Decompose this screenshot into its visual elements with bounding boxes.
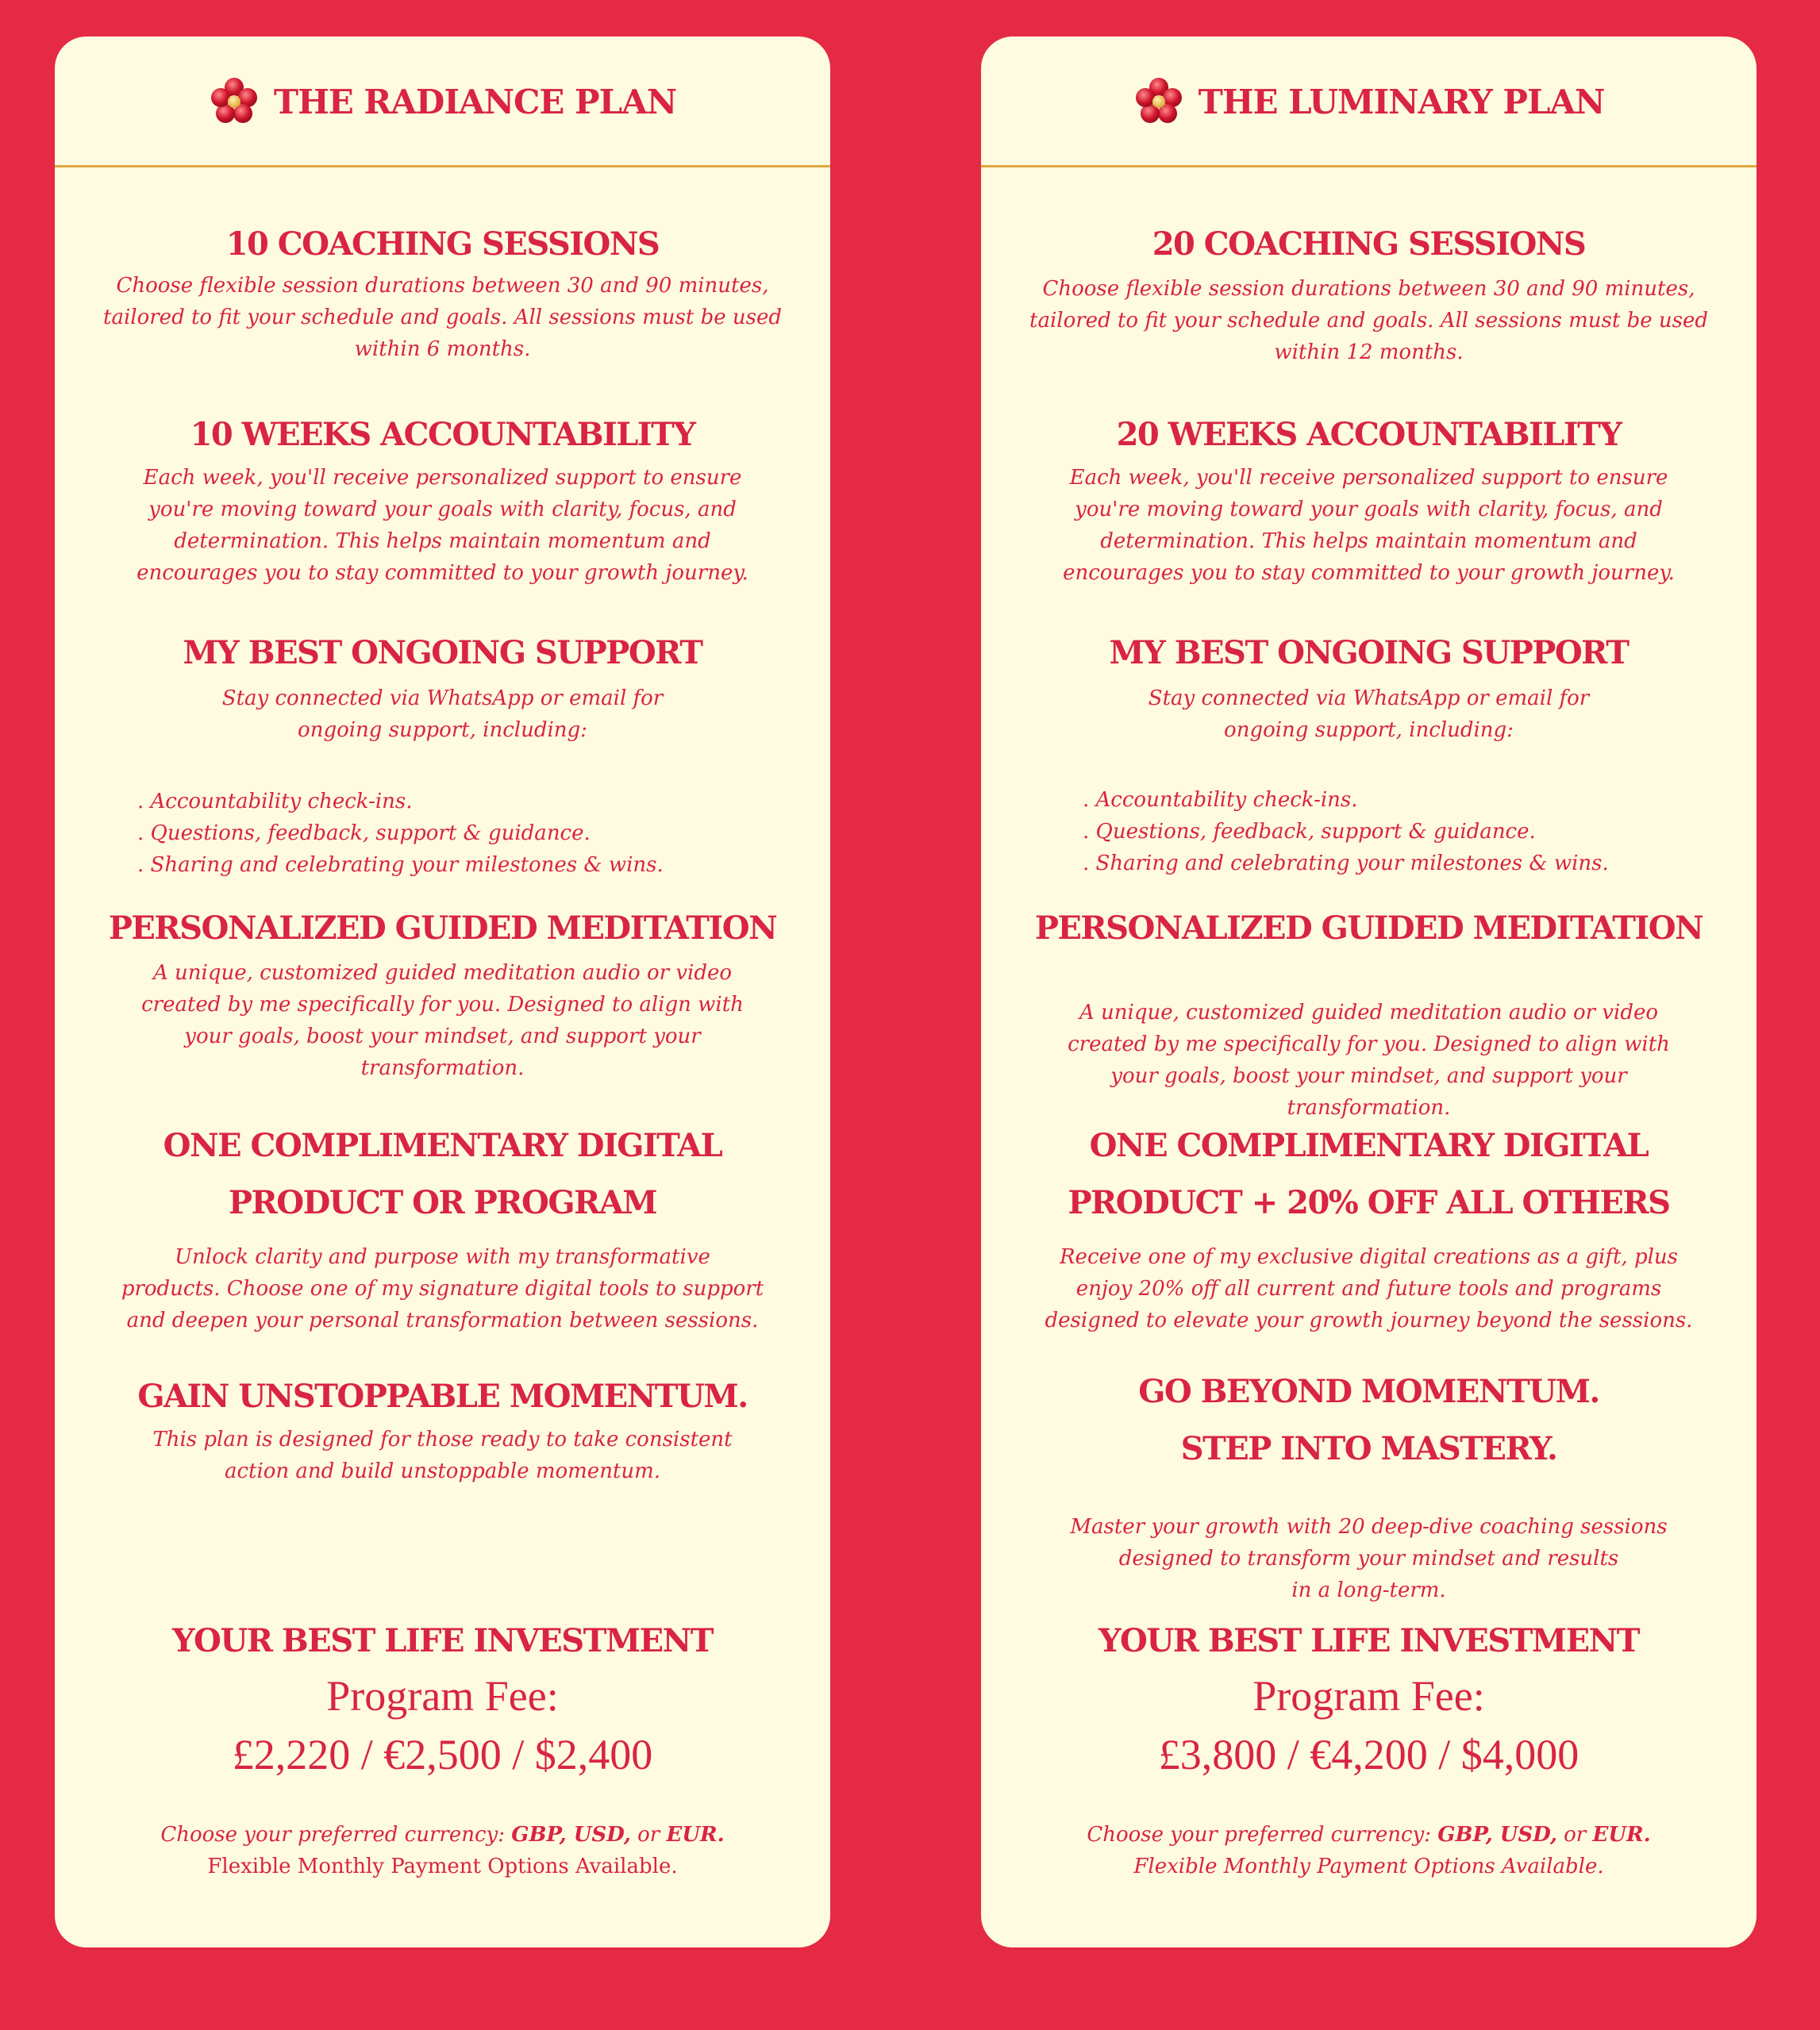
momentum-heading: GAIN UNSTOPPABLE MOMENTUM.	[137, 1378, 748, 1415]
support-description: Stay connected via WhatsApp or email for ongoing support, including:	[221, 686, 664, 742]
program-fee-label: Program Fee:	[1252, 1672, 1485, 1720]
meditation-heading: PERSONALIZED GUIDED MEDITATION	[108, 909, 777, 947]
digital-heading-line-2: PRODUCT + 20% OFF ALL OTHERS	[1068, 1184, 1670, 1221]
plan-title: THE LUMINARY PLAN	[1198, 82, 1605, 121]
program-fee-amount: £3,800 / €4,200 / $4,000	[1158, 1731, 1580, 1778]
meditation-heading: PERSONALIZED GUIDED MEDITATION	[1034, 909, 1703, 947]
accountability-description: Each week, you'll receive personalized support to ensure you're moving toward your goals with clarity, focus, and determination. This helps maintain momentum and encourages you to stay committed to your growth journey.	[1063, 466, 1675, 585]
investment-heading: YOUR BEST LIFE INVESTMENT	[171, 1622, 713, 1659]
digital-description: Receive one of my exclusive digital creations as a gift, plus enjoy 20% off all current and future tools and programs designed to elevate your growth journey beyond the sessions.	[1045, 1245, 1693, 1332]
digital-heading-line-1: ONE COMPLIMENTARY DIGITAL	[163, 1127, 722, 1164]
investment-heading: YOUR BEST LIFE INVESTMENT	[1098, 1622, 1639, 1659]
momentum-heading-line-1: GO BEYOND MOMENTUM.	[1138, 1373, 1599, 1410]
flower-icon	[209, 76, 260, 127]
plan-title: THE RADIANCE PLAN	[273, 82, 677, 121]
luminary-plan-card	[981, 37, 1757, 1947]
sessions-description: Choose flexible session durations between 30 and 90 minutes, tailored to fit your schedule and goals. All sessions must be used within 12 months.	[1029, 277, 1708, 364]
plan-header	[981, 37, 1757, 167]
support-list	[137, 786, 664, 881]
accountability-heading: 10 WEEKS ACCOUNTABILITY	[190, 416, 695, 453]
list-item: . Questions, feedback, support & guidance.	[1083, 816, 1609, 848]
meditation-description: A unique, customized guided meditation audio or video created by me specifically for you. Designed to align with your goals, boost your mindset, and support your transformation.	[1068, 1001, 1670, 1120]
digital-description: Unlock clarity and purpose with my transformative products. Choose one of my signature digital tools to support and deepen your personal transformation between sessions.	[121, 1245, 764, 1332]
radiance-plan-card	[55, 37, 830, 1947]
program-fee-amount: £2,220 / €2,500 / $2,400	[232, 1731, 653, 1778]
momentum-heading-line-2: STEP INTO MASTERY.	[1180, 1430, 1557, 1467]
sessions-heading: 10 COACHING SESSIONS	[225, 225, 660, 263]
accountability-description: Each week, you'll receive personalized support to ensure you're moving toward your goals with clarity, focus, and determination. This helps maintain momentum and encourages you to stay committed to your growth journey.	[137, 466, 748, 585]
support-description: Stay connected via WhatsApp or email for ongoing support, including:	[1148, 686, 1590, 742]
meditation-description: A unique, customized guided meditation audio or video created by me specifically for you. Designed to align with your goals, boost your mindset, and support your transformation.	[141, 961, 744, 1080]
sessions-description: Choose flexible session durations between 30 and 90 minutes, tailored to fit your schedule and goals. All sessions must be used within 6 months.	[103, 274, 782, 361]
list-item: . Sharing and celebrating your milestones & wins.	[1083, 848, 1609, 879]
plan-header	[55, 37, 830, 167]
list-item: . Accountability check-ins.	[1083, 784, 1609, 816]
digital-heading-line-2: PRODUCT OR PROGRAM	[228, 1184, 657, 1221]
sessions-heading: 20 COACHING SESSIONS	[1152, 225, 1586, 263]
support-list	[1083, 784, 1609, 879]
currency-note: Choose your preferred currency: GBP, USD, or EUR. Flexible Monthly Payment Options Available.	[160, 1823, 725, 1878]
list-item: . Sharing and celebrating your milestones & wins.	[137, 849, 664, 881]
digital-heading-line-1: ONE COMPLIMENTARY DIGITAL	[1089, 1127, 1649, 1164]
list-item: . Questions, feedback, support & guidance.	[137, 817, 664, 849]
momentum-description: This plan is designed for those ready to take consistent action and build unstoppable momentum.	[152, 1428, 733, 1483]
program-fee-label: Program Fee:	[326, 1672, 559, 1720]
accountability-heading: 20 WEEKS ACCOUNTABILITY	[1116, 416, 1622, 453]
flower-icon	[1133, 76, 1184, 127]
momentum-description: Master your growth with 20 deep-dive coaching sessions designed to transform your mindset and results in a long-term.	[1070, 1515, 1668, 1602]
support-heading: MY BEST ONGOING SUPPORT	[183, 634, 702, 671]
currency-note: Choose your preferred currency: GBP, USD, or EUR. Flexible Monthly Payment Options Available.	[1087, 1823, 1651, 1878]
list-item: . Accountability check-ins.	[137, 786, 664, 817]
support-heading: MY BEST ONGOING SUPPORT	[1109, 634, 1629, 671]
